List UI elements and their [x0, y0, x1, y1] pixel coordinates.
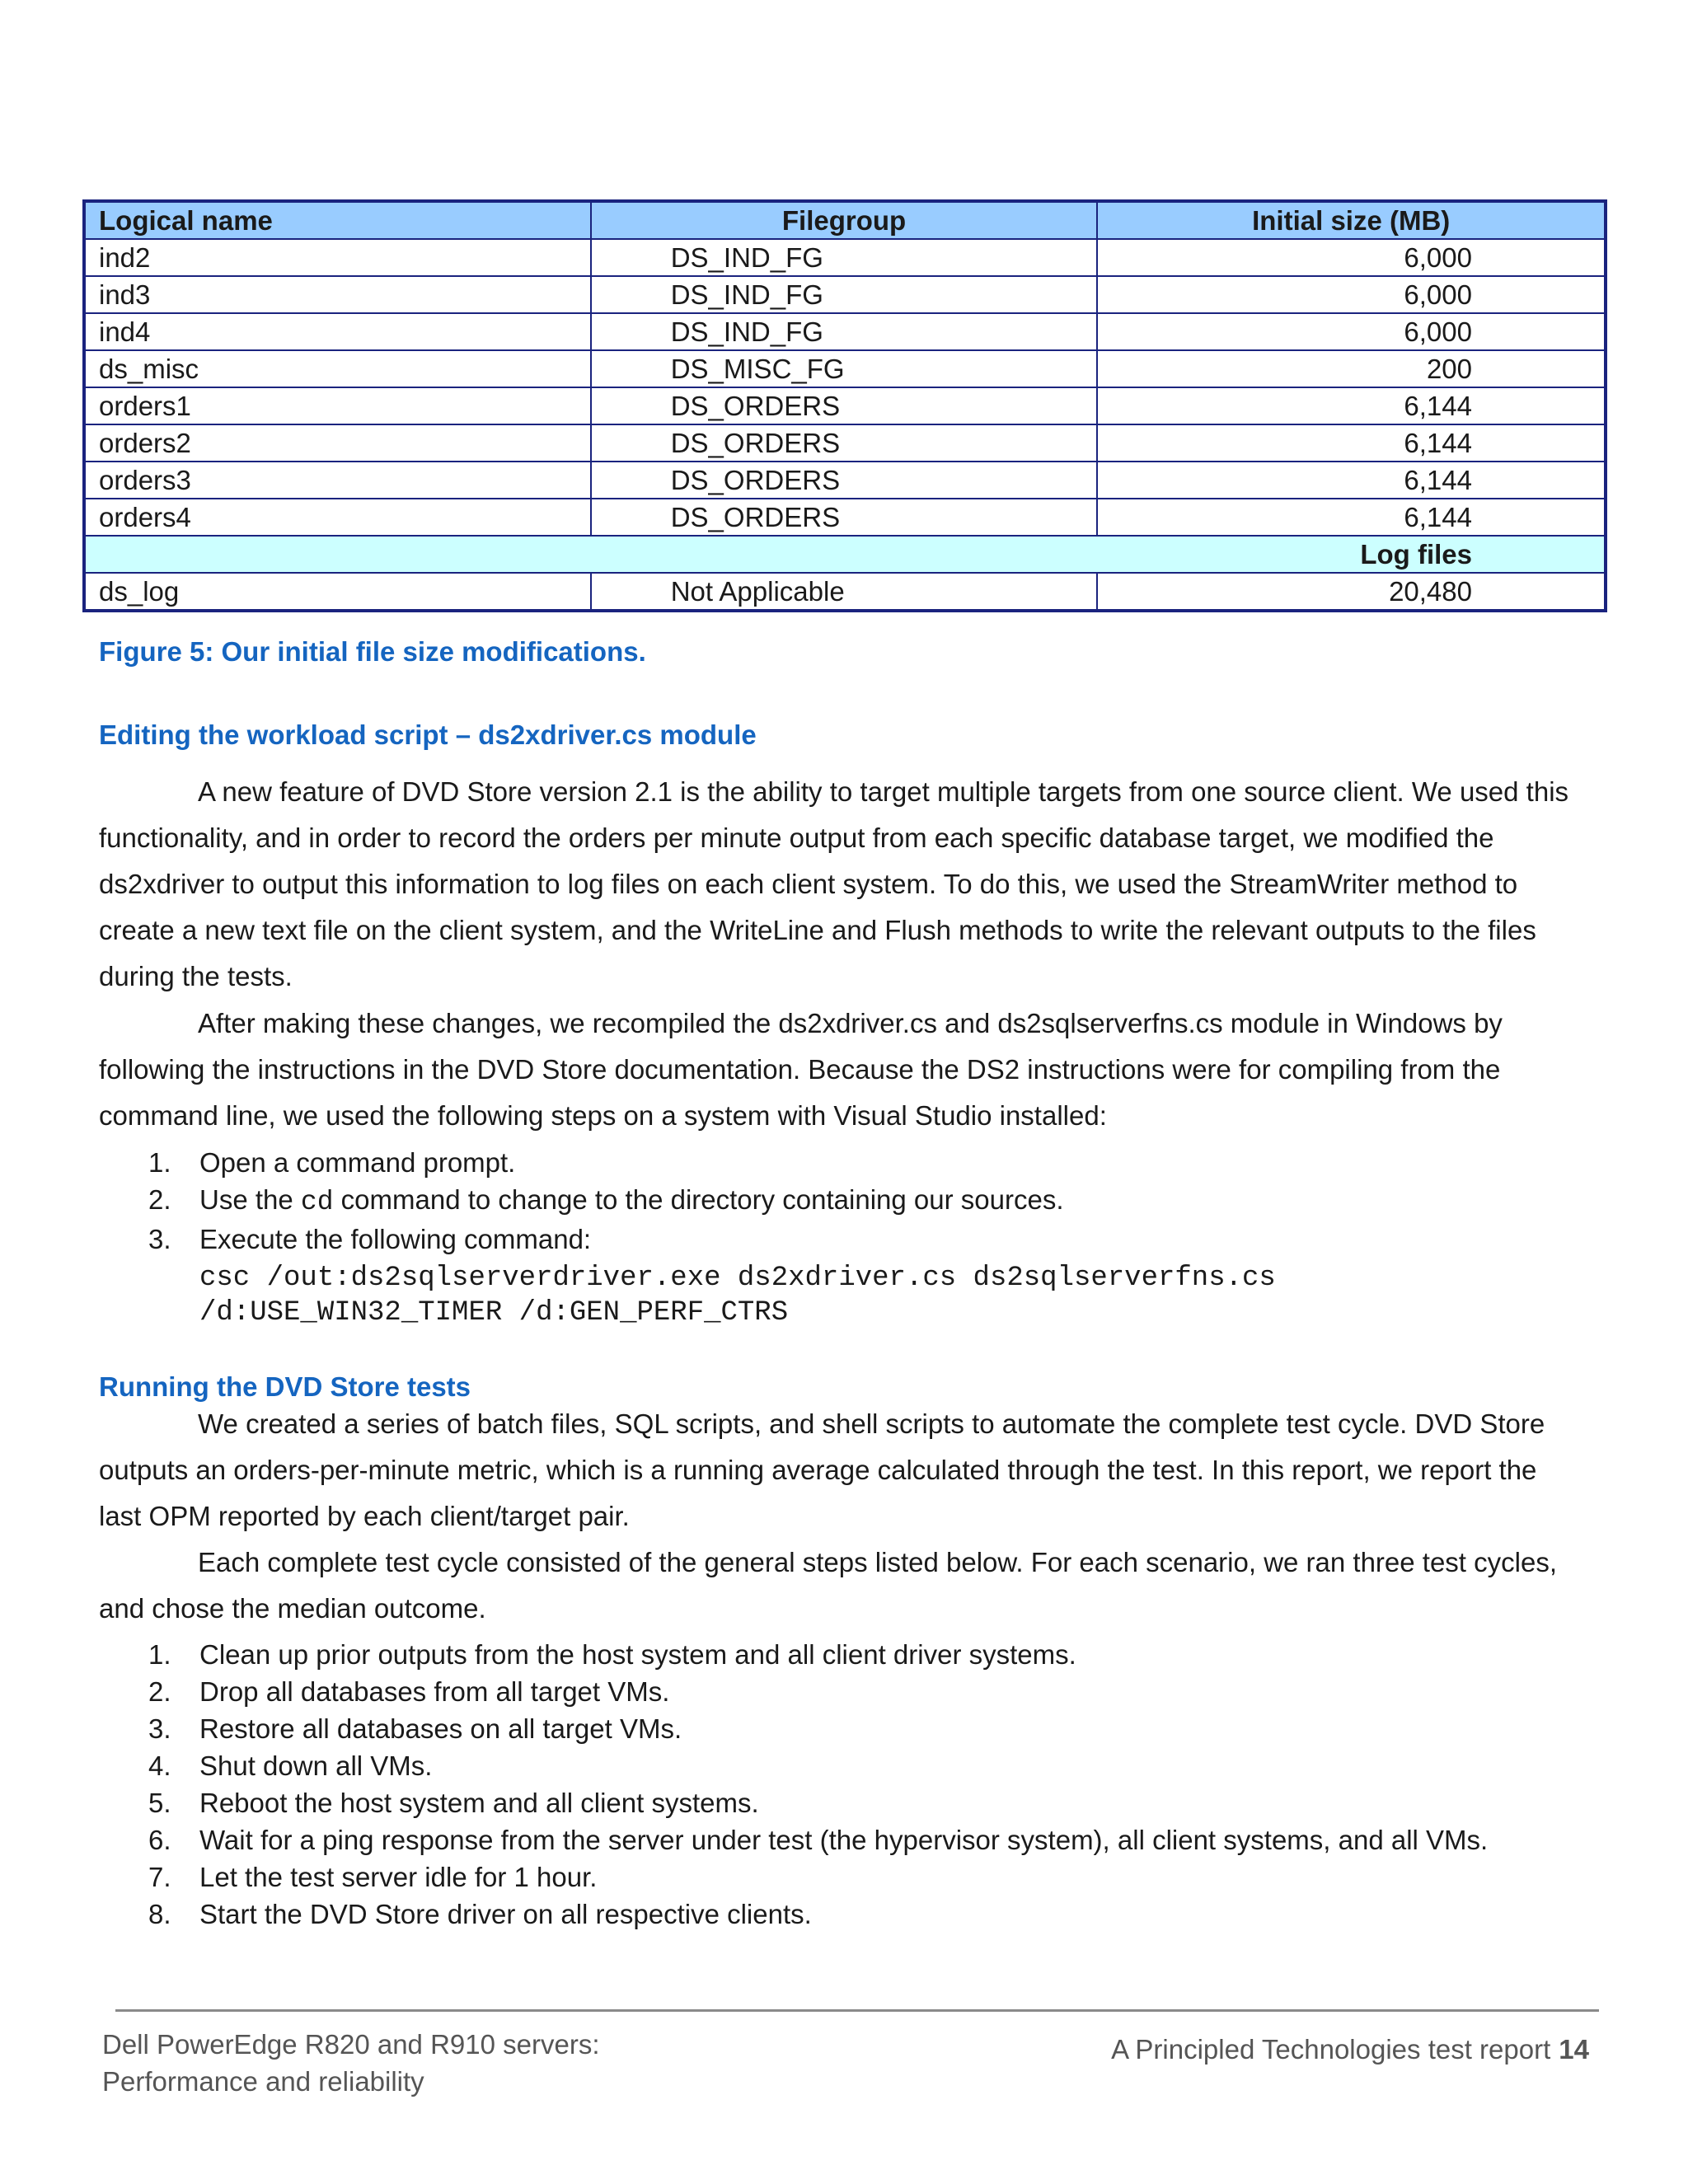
paragraph-batch-files	[99, 1401, 1582, 1540]
list-text: Let the test server idle for 1 hour.	[199, 1862, 598, 1892]
list-item	[99, 1221, 1582, 1330]
paragraph-text: Each complete test cycle consisted of the general steps listed below. For each scenario, we ran three test cycles, and chose the median outcome.	[99, 1547, 1558, 1624]
cell-size: 20,480	[1097, 573, 1606, 611]
cell-size: 6,000	[1097, 276, 1606, 313]
footer-title-line-1: Dell PowerEdge R820 and R910 servers:	[102, 2029, 600, 2060]
list-item	[99, 1636, 1582, 1673]
list-number: 3.	[148, 1713, 171, 1744]
table-row	[84, 462, 1606, 499]
cell-filegroup: DS_ORDERS	[591, 499, 1098, 536]
list-number: 7.	[148, 1862, 171, 1892]
section-heading-editing: Editing the workload script – ds2xdriver.cs module	[99, 719, 757, 750]
list-number: 1.	[148, 1147, 171, 1178]
table-row	[84, 276, 1606, 313]
list-item	[99, 1144, 1582, 1181]
cell-logical-name: ds_log	[84, 573, 591, 611]
list-item	[99, 1896, 1582, 1933]
cell-logical-name: ds_misc	[84, 350, 591, 387]
command-line-1: csc /out:ds2sqlserverdriver.exe ds2xdriver.cs ds2sqlserverfns.cs	[199, 1263, 1276, 1294]
list-text-post: command to change to the directory containing our sources.	[333, 1184, 1064, 1215]
list-text-pre: Use the	[199, 1184, 301, 1215]
cell-filegroup: DS_MISC_FG	[591, 350, 1098, 387]
cell-logical-name: ind4	[84, 313, 591, 350]
list-text: Wait for a ping response from the server under test (the hypervisor system), all client systems, and all VMs.	[199, 1825, 1489, 1855]
file-size-table	[82, 199, 1607, 612]
list-number: 2.	[148, 1676, 171, 1707]
cell-logical-name: orders2	[84, 424, 591, 462]
table-row	[84, 239, 1606, 276]
list-text: Execute the following command:	[199, 1224, 592, 1254]
list-text: Drop all databases from all target VMs.	[199, 1676, 670, 1707]
header-filegroup: Filegroup	[591, 201, 1098, 239]
list-item	[99, 1858, 1582, 1896]
cell-size: 6,000	[1097, 239, 1606, 276]
list-text: Reboot the host system and all client systems.	[199, 1788, 759, 1818]
cell-logical-name: ind2	[84, 239, 591, 276]
list-text: Shut down all VMs.	[199, 1750, 433, 1781]
cell-size: 6,144	[1097, 462, 1606, 499]
footer-report-text: A Principled Technologies test report	[1111, 2034, 1551, 2064]
table-row	[84, 350, 1606, 387]
command-line-2: /d:USE_WIN32_TIMER /d:GEN_PERF_CTRS	[199, 1297, 789, 1329]
list-number: 5.	[148, 1788, 171, 1818]
cell-logical-name: ind3	[84, 276, 591, 313]
list-text: Open a command prompt.	[199, 1147, 516, 1178]
paragraph-text: A new feature of DVD Store version 2.1 is the ability to target multiple targets from one source client. We used this functionality, and in order to record the orders per minute output from each specific database target, we modified the ds2xdriver to output this information to log files on each client system. To do this, we used the StreamWriter method to create a new text file on the client system, and the WriteLine and Flush methods to write the relevant outputs to the files during the tests.	[99, 776, 1569, 991]
paragraph-recompiled	[99, 1001, 1582, 1139]
cell-filegroup: DS_IND_FG	[591, 313, 1098, 350]
cell-filegroup: DS_IND_FG	[591, 276, 1098, 313]
list-text: Start the DVD Store driver on all respective clients.	[199, 1899, 812, 1929]
table-row	[84, 424, 1606, 462]
footer-divider	[115, 2009, 1599, 2012]
cell-size: 6,144	[1097, 424, 1606, 462]
cell-logical-name: orders3	[84, 462, 591, 499]
cell-filegroup: DS_IND_FG	[591, 239, 1098, 276]
table-row	[84, 573, 1606, 611]
list-text: Restore all databases on all target VMs.	[199, 1713, 682, 1744]
list-item	[99, 1181, 1582, 1221]
table-row	[84, 313, 1606, 350]
list-number: 1.	[148, 1639, 171, 1670]
cell-filegroup: DS_ORDERS	[591, 462, 1098, 499]
header-logical-name: Logical name	[84, 201, 591, 239]
list-item	[99, 1710, 1582, 1747]
cell-size: 6,144	[1097, 387, 1606, 424]
paragraph-test-cycle	[99, 1540, 1582, 1632]
cell-filegroup: DS_ORDERS	[591, 424, 1098, 462]
footer-title	[102, 2026, 600, 2100]
list-item	[99, 1673, 1582, 1710]
table-section-row	[84, 536, 1606, 573]
section-label-log-files: Log files	[84, 536, 1606, 573]
cell-logical-name: orders1	[84, 387, 591, 424]
cell-size: 6,000	[1097, 313, 1606, 350]
list-number: 3.	[148, 1224, 171, 1254]
list-number: 8.	[148, 1899, 171, 1929]
paragraph-text: After making these changes, we recompiled the ds2xdriver.cs and ds2sqlserverfns.cs module in Windows by following the instructions in the DVD Store documentation. Because the DS2 instructions were for compiling from the command line, we used the following steps on a system with Visual Studio installed:	[99, 1008, 1503, 1131]
table-row	[84, 499, 1606, 536]
cell-logical-name: orders4	[84, 499, 591, 536]
figure-caption: Figure 5: Our initial file size modifications.	[99, 636, 646, 667]
list-number: 6.	[148, 1825, 171, 1855]
list-item	[99, 1784, 1582, 1821]
footer-title-line-2: Performance and reliability	[102, 2066, 424, 2097]
inline-code-cd: cd	[300, 1187, 334, 1217]
paragraph-new-feature	[99, 769, 1582, 1000]
section-heading-running: Running the DVD Store tests	[99, 1371, 471, 1402]
list-item	[99, 1747, 1582, 1784]
test-cycle-steps-list	[99, 1636, 1582, 1933]
table-header-row	[84, 201, 1606, 239]
cell-filegroup: Not Applicable	[591, 573, 1098, 611]
list-text: Clean up prior outputs from the host system and all client driver systems.	[199, 1639, 1076, 1670]
cell-size: 200	[1097, 350, 1606, 387]
list-item	[99, 1821, 1582, 1858]
footer-report-label	[1111, 2034, 1589, 2065]
paragraph-text: We created a series of batch files, SQL scripts, and shell scripts to automate the complete test cycle. DVD Store outputs an orders-per-minute metric, which is a running average calculated through the test. In this report, we report the last OPM reported by each client/target pair.	[99, 1408, 1545, 1531]
table-row	[84, 387, 1606, 424]
compile-steps-list	[99, 1144, 1582, 1330]
page-number: 14	[1559, 2034, 1589, 2064]
cell-size: 6,144	[1097, 499, 1606, 536]
header-initial-size: Initial size (MB)	[1097, 201, 1606, 239]
list-number: 4.	[148, 1750, 171, 1781]
list-number: 2.	[148, 1184, 171, 1215]
cell-filegroup: DS_ORDERS	[591, 387, 1098, 424]
